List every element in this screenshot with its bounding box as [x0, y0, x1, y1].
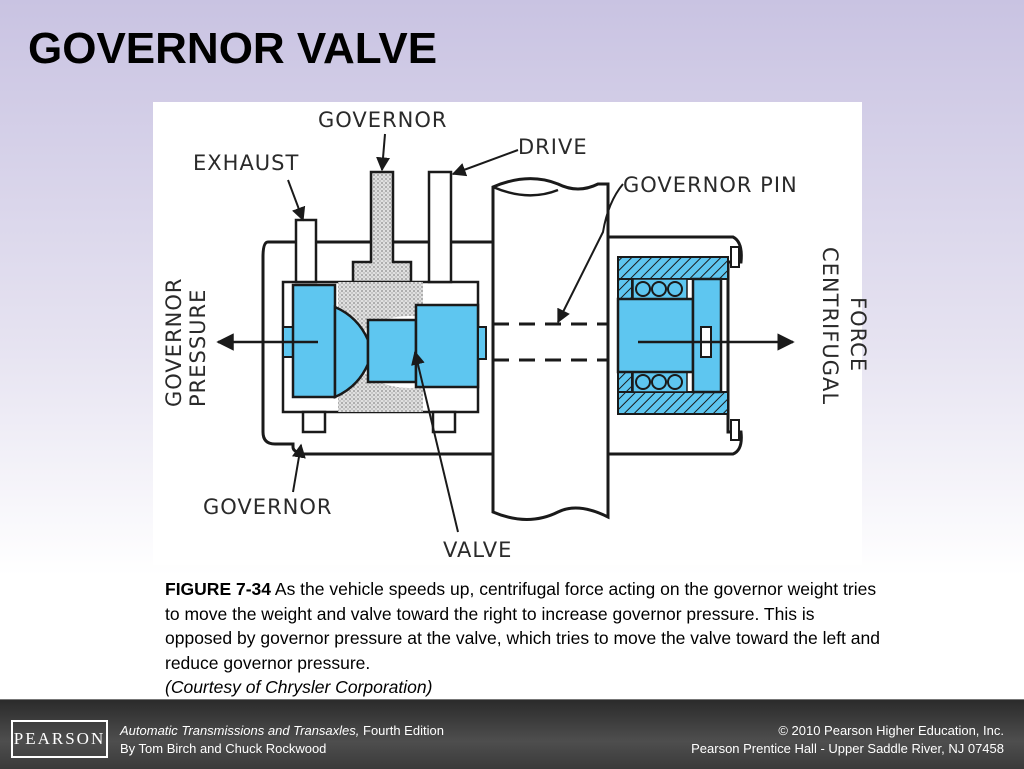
- footer-book-info: [120, 722, 444, 758]
- figure-caption: [165, 577, 885, 700]
- label-valve: VALVE: [443, 538, 513, 562]
- label-drive: DRIVE: [518, 135, 588, 159]
- output-shaft: [493, 179, 608, 520]
- copyright-text: © 2010 Pearson Higher Education, Inc.: [778, 723, 1004, 738]
- exhaust-passage: [296, 220, 316, 282]
- label-governor-pressure-1: GOVERNOR: [162, 277, 186, 407]
- caption-courtesy: (Courtesy of Chrysler Corporation): [165, 677, 433, 697]
- governor-spring-top: [633, 279, 687, 299]
- lower-port-left: [303, 412, 325, 432]
- label-exhaust: EXHAUST: [193, 151, 300, 175]
- caption-text: As the vehicle speeds up, centrifugal force acting on the governor weight tries to move the weight and valve toward the right to increase governor pressure. This is opposed by governor pressure at the valve, which tries to move the valve toward the left and reduce governor pressure.: [165, 579, 880, 673]
- weight-retainer-bottom: [618, 392, 728, 414]
- drive-leader: [453, 150, 518, 174]
- footer-publisher-info: [691, 722, 1004, 758]
- label-governor-bottom: GOVERNOR: [203, 495, 333, 519]
- slide-title: GOVERNOR VALVE: [28, 24, 438, 73]
- book-title: Automatic Transmissions and Transaxles,: [120, 723, 360, 738]
- figure-number: FIGURE 7-34: [165, 579, 271, 599]
- governor-valve-figure: [153, 102, 870, 565]
- governor-passage: [353, 172, 411, 282]
- lower-port-right: [433, 412, 455, 432]
- governor-valve-diagram: [153, 102, 870, 565]
- pearson-logo: PEARSON: [11, 720, 108, 758]
- governor-spring-bottom: [633, 372, 687, 392]
- label-governor-pin: GOVERNOR PIN: [623, 173, 798, 197]
- label-governor-top: GOVERNOR: [318, 108, 448, 132]
- publisher-text: Pearson Prentice Hall - Upper Saddle River, NJ 07458: [691, 741, 1004, 756]
- book-authors: By Tom Birch and Chuck Rockwood: [120, 741, 327, 756]
- drive-passage: [429, 172, 451, 282]
- slide-footer: [0, 699, 1024, 769]
- exhaust-leader: [288, 180, 303, 220]
- governor-top-leader: [382, 134, 385, 170]
- label-centrifugal-force-1: CENTRIFUGAL: [818, 247, 842, 406]
- label-centrifugal-force-2: FORCE: [846, 297, 870, 373]
- weight-retainer-top: [618, 257, 728, 279]
- book-edition: Fourth Edition: [359, 723, 444, 738]
- label-governor-pressure-2: PRESSURE: [186, 288, 210, 407]
